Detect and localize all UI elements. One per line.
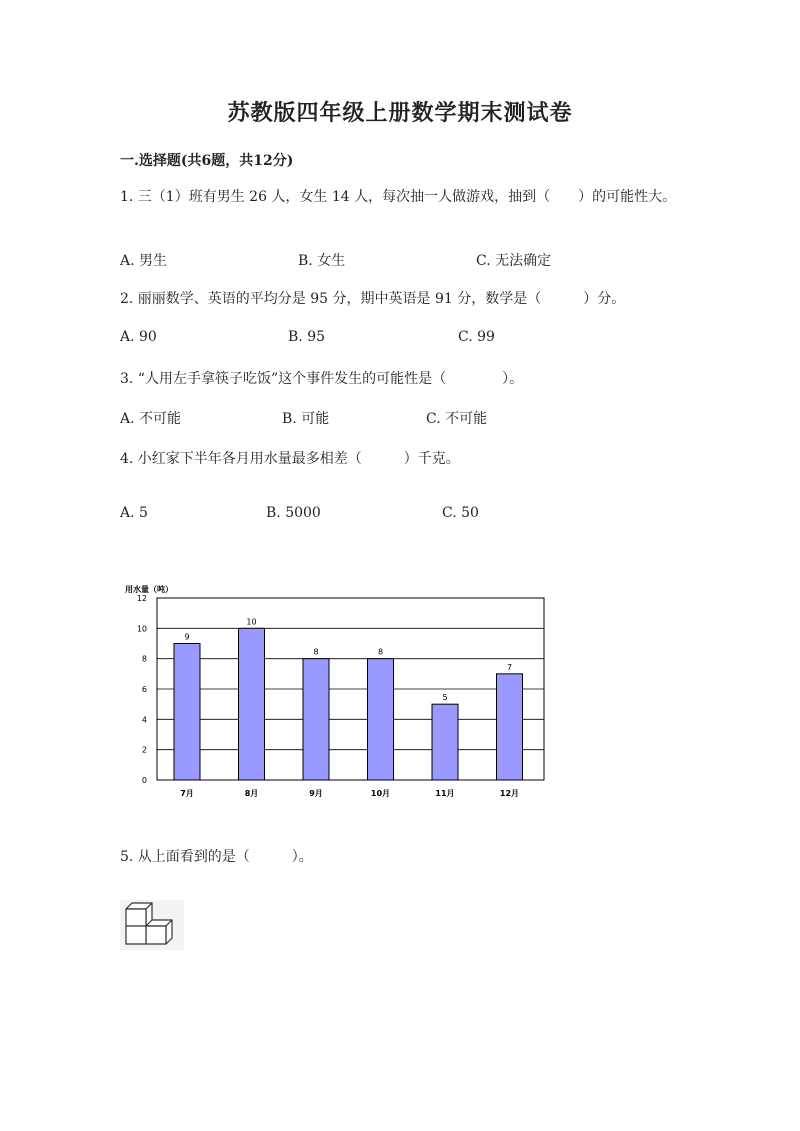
y-tick-label: 8	[141, 654, 147, 664]
bar	[368, 659, 394, 780]
y-tick-label: 6	[141, 685, 147, 694]
bar-value-label: 5	[442, 693, 448, 703]
water-usage-bar-chart	[120, 580, 550, 805]
x-tick-label: 8月	[244, 789, 259, 798]
y-tick-label: 0	[141, 776, 147, 785]
q4-option-b: B. 5000	[266, 505, 321, 521]
question-4: 4. 小红家下半年各月用水量最多相差（ ）千克。	[120, 451, 460, 467]
y-tick-label: 2	[141, 745, 147, 755]
q3-option-a: A. 不可能	[120, 411, 182, 427]
bar-value-label: 7	[506, 662, 513, 672]
q1-option-a: A. 男生	[120, 253, 168, 269]
x-tick-label: 7月	[180, 789, 194, 798]
section-heading: 一.选择题(共6题，共12分)	[120, 153, 294, 169]
x-tick-label: 12月	[499, 789, 520, 798]
bar-value-label: 10	[246, 617, 257, 627]
q2-option-a: A. 90	[120, 329, 157, 345]
x-tick-label: 9月	[309, 789, 323, 798]
q4-option-c: C. 50	[442, 505, 479, 521]
question-5: 5. 从上面看到的是（ ）。	[120, 849, 313, 865]
x-tick-label: 10月	[370, 789, 391, 798]
chart-y-label: 用水量（吨）	[125, 585, 173, 594]
q1-option-b: B. 女生	[298, 253, 346, 269]
question-3: 3. “人用左手拿筷子吃饭”这个事件发生的可能性是（ ）。	[120, 371, 524, 387]
chart-y-ticks	[137, 594, 147, 785]
bar	[239, 628, 265, 780]
bar	[497, 674, 523, 780]
bar	[174, 644, 200, 781]
bar-value-label: 9	[184, 632, 190, 642]
q1-option-c: C. 无法确定	[476, 253, 552, 269]
question-2: 2. 丽丽数学、英语的平均分是 95 分，期中英语是 91 分，数学是（ ）分。	[120, 291, 626, 307]
q3-option-b: B. 可能	[282, 411, 330, 427]
q2-option-c: C. 99	[458, 329, 495, 345]
bar	[303, 659, 329, 780]
q3-option-c: C. 不可能	[426, 411, 488, 427]
y-tick-label: 10	[136, 624, 147, 634]
bar-value-label: 8	[377, 647, 384, 657]
q4-option-a: A. 5	[120, 505, 148, 521]
bar	[432, 704, 458, 780]
y-tick-label: 4	[141, 715, 147, 725]
question-1: 1. 三（1）班有男生 26 人，女生 14 人，每次抽一人做游戏，抽到（ ）的可能性大。	[120, 189, 677, 205]
chart-x-labels	[180, 789, 519, 798]
q2-option-b: B. 95	[288, 329, 326, 345]
cube-stack-figure	[120, 900, 184, 950]
x-tick-label: 11月	[435, 789, 455, 798]
y-tick-label: 12	[136, 594, 147, 603]
page-title: 苏教版四年级上册数学期末测试卷	[227, 100, 573, 126]
bar-value-label: 8	[313, 647, 319, 657]
